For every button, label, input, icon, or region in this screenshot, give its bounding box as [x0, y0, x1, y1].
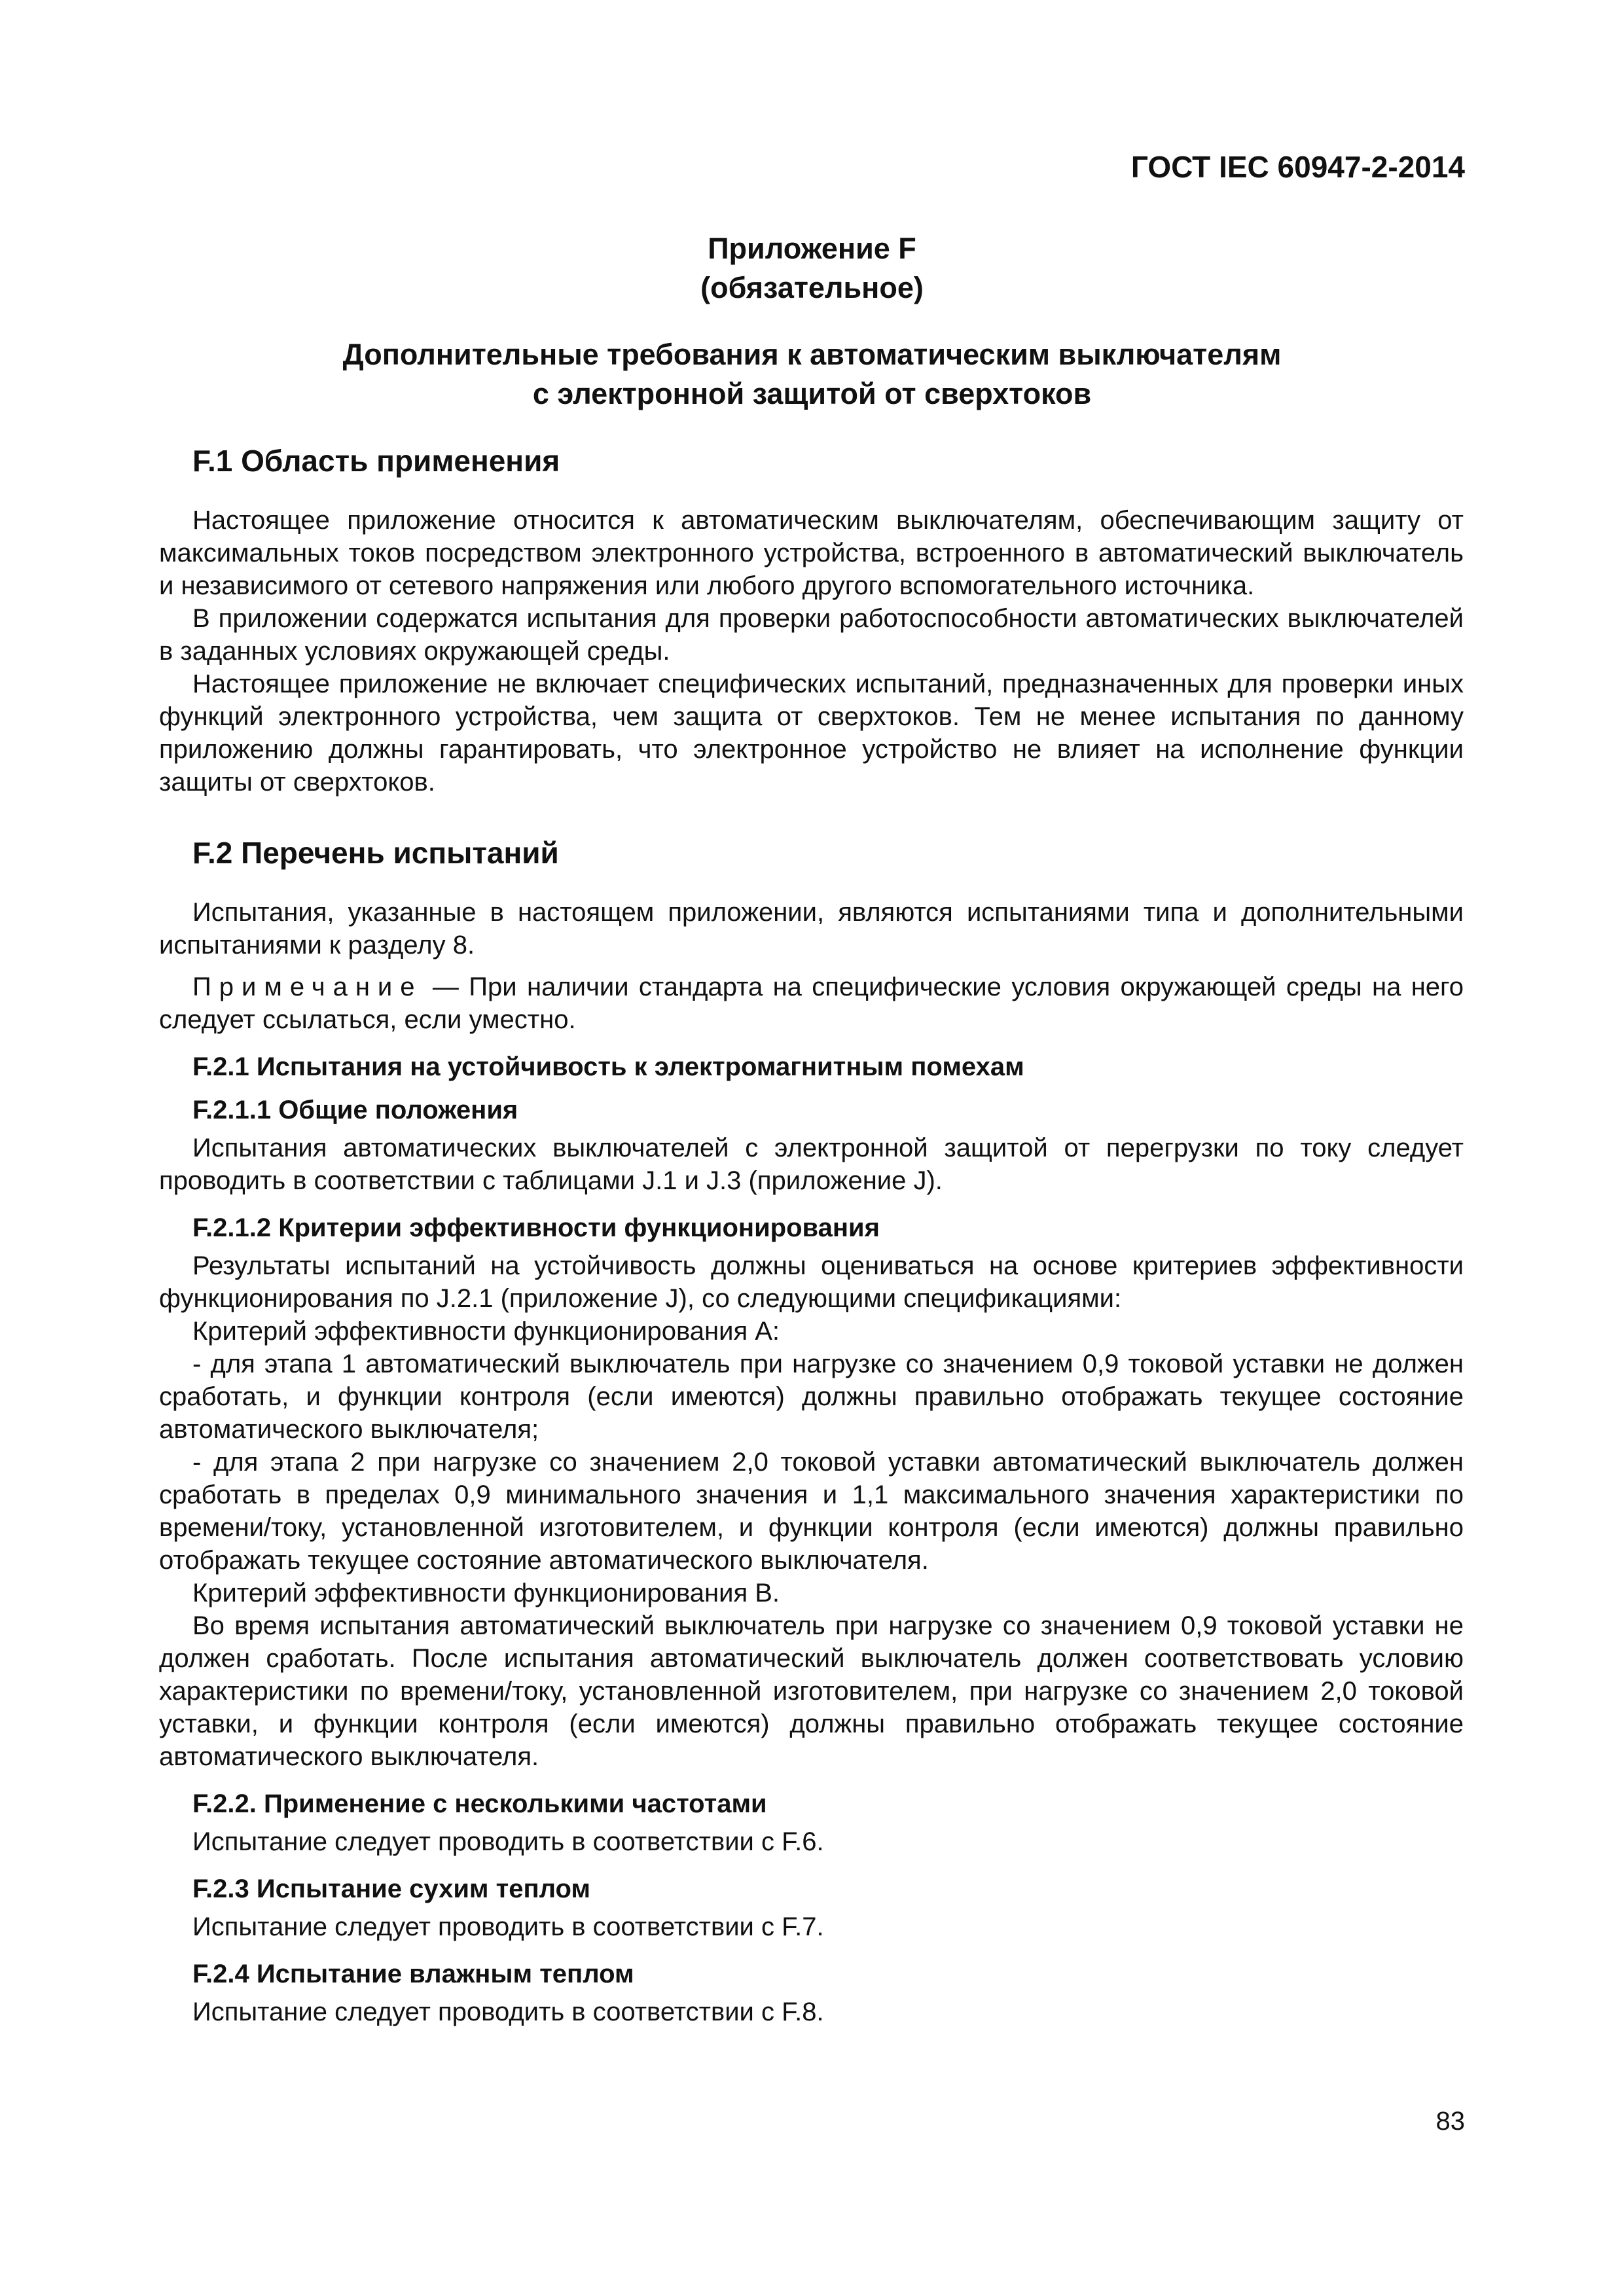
- section-heading-f211: F.2.1.1 Общие положения: [192, 1096, 518, 1124]
- paragraph: Настоящее приложение не включает специфических испытаний, предназначенных для проверки иных функций электронного устройства, чем защита от сверхтоков. Тем не менее испытания по данному приложению должны гарантировать, что электронное устройство не влияет на исполнение функции защиты от сверхтоков.: [159, 670, 1464, 797]
- section-heading-f21: F.2.1 Испытания на устойчивость к электромагнитным помехам: [192, 1052, 1024, 1081]
- note-text: — При наличии стандарта на специфические условия окружающей среды на него следует ссылаться, если уместно.: [159, 973, 1464, 1034]
- paragraph: Испытание следует проводить в соответствии с F.8.: [192, 1998, 824, 2026]
- paragraph: Испытания, указанные в настоящем приложении, являются испытаниями типа и дополнительными испытаниями к разделу 8.: [159, 898, 1464, 960]
- section-heading-f212: F.2.1.2 Критерии эффективности функционирования: [192, 1213, 880, 1242]
- document-code-header: ГОСТ IEC 60947-2-2014: [1130, 150, 1465, 184]
- paragraph: В приложении содержатся испытания для проверки работоспособности автоматических выключателей в заданных условиях окружающей среды.: [159, 604, 1464, 666]
- main-title-line2: с электронной защитой от сверхтоков: [532, 377, 1092, 410]
- paragraph: Испытание следует проводить в соответствии с F.7.: [192, 1912, 824, 1941]
- annex-title-block: [0, 229, 1624, 308]
- annex-title: Приложение F: [708, 232, 916, 265]
- page-number: 83: [1435, 2107, 1465, 2136]
- document-body: [159, 442, 1464, 2028]
- list-item: - для этапа 2 при нагрузке со значением 2,0 токовой уставки автоматический выключатель должен сработать в пределах 0,9 минимального значения и 1,1 максимального значения характеристики по времени/току, установленной изготовителем, и функции контроля (если имеются) должны правильно отображать текущее состояние автоматического выключателя.: [159, 1448, 1464, 1575]
- section-heading-f23: F.2.3 Испытание сухим теплом: [192, 1874, 590, 1903]
- paragraph: Испытания автоматических выключателей с электронной защитой от перегрузки по току следует проводить в соответствии с таблицами J.1 и J.3 (приложение J).: [159, 1134, 1464, 1195]
- note: [159, 971, 1464, 1036]
- paragraph: Критерий эффективности функционирования В.: [192, 1579, 780, 1607]
- paragraph: Настоящее приложение относится к автоматическим выключателям, обеспечивающим защиту от максимальных токов посредством электронного устройства, встроенного в автоматический выключатель и независимого от сетевого напряжения или любого другого вспомогательного источника.: [159, 506, 1464, 600]
- paragraph: Критерий эффективности функционирования А:: [192, 1317, 780, 1346]
- annex-main-title: [0, 335, 1624, 414]
- section-heading-f24: F.2.4 Испытание влажным теплом: [192, 1960, 634, 1988]
- main-title-line1: Дополнительные требования к автоматическим выключателям: [342, 338, 1282, 371]
- paragraph: Результаты испытаний на устойчивость должны оцениваться на основе критериев эффективности функционирования по J.2.1 (приложение J), со следующими спецификациями:: [159, 1251, 1464, 1313]
- annex-status: (обязательное): [700, 271, 924, 304]
- section-heading-f22: F.2.2. Применение с несколькими частотами: [192, 1789, 767, 1818]
- section-heading-f1: F.1 Область применения: [192, 444, 560, 478]
- section-heading-f2: F.2 Перечень испытаний: [192, 836, 559, 870]
- paragraph: Испытание следует проводить в соответствии с F.6.: [192, 1827, 824, 1856]
- paragraph: Во время испытания автоматический выключатель при нагрузке со значением 0,9 токовой уставки не должен сработать. После испытания автоматический выключатель должен соответствовать условию характеристики по времени/току, установленной изготовителем, при нагрузке со значением 2,0 токовой уставки, и функции контроля (если имеются) должны правильно отображать текущее состояние автоматического выключателя.: [159, 1611, 1464, 1771]
- list-item: - для этапа 1 автоматический выключатель при нагрузке со значением 0,9 токовой уставки не должен сработать, и функции контроля (если имеются) должны правильно отображать текущее состояние автоматического выключателя;: [159, 1350, 1464, 1444]
- note-label: Примечание: [192, 973, 423, 1001]
